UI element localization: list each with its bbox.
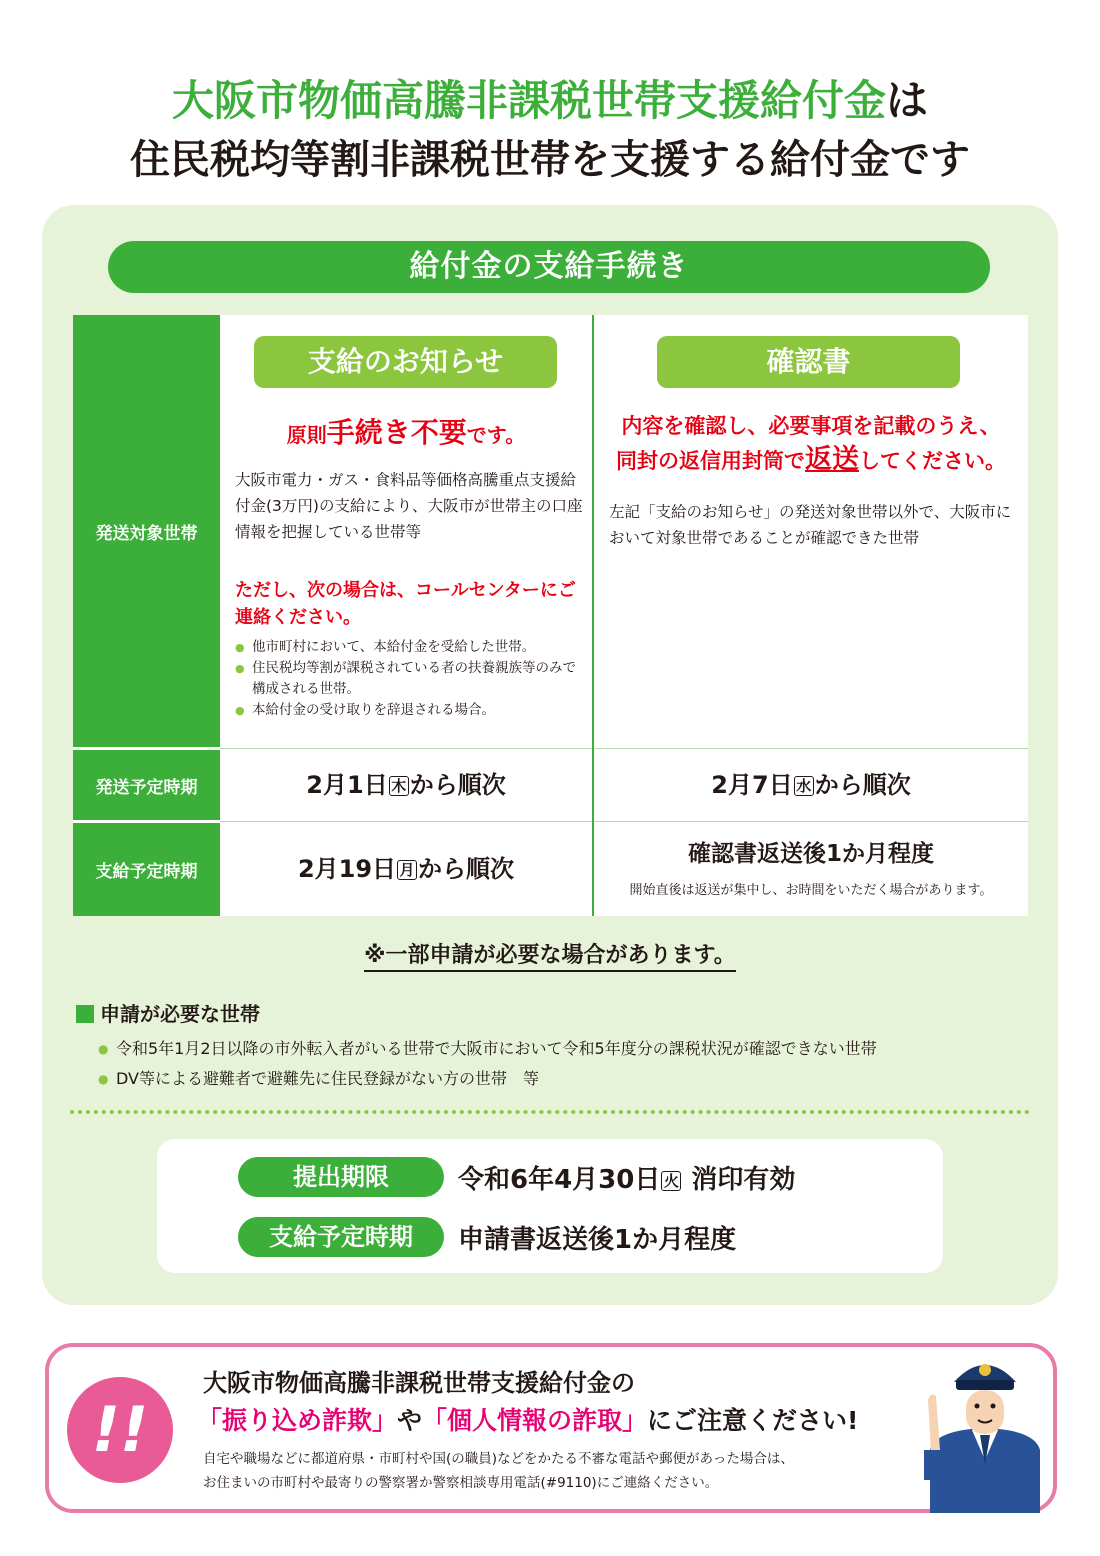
payment-period-value: 申請書返送後1か月程度 (458, 1225, 737, 1255)
notice-payment-date (220, 823, 592, 916)
confirmation-lead-line1: 内容を確認し、必要事項を記載のうえ、 (621, 414, 1001, 438)
confirmation-lead-pre: 同封の返信用封筒で (616, 449, 805, 473)
application-title-text: 申請が必要な世帯 (100, 1002, 260, 1026)
date-text: 令和6年4月30日 (458, 1165, 661, 1195)
list-item: ● 他市町村において、本給付金を受給した世帯。 (235, 637, 585, 658)
title-program-name: 大阪市物価高騰非課税世帯支援給付金 (171, 76, 886, 125)
alert-body-line1: 自宅や職場などに都道府県・市町村や国(の職員)などをかたる不審な電話や郵便があった場合は、 (203, 1451, 794, 1467)
notice-lead-emphasis: 手続き不要 (326, 416, 467, 449)
list-item: ● 住民税均等割が課税されている者の扶養親族等のみで構成される世帯。 (235, 658, 585, 700)
procedure-table (73, 315, 1028, 916)
alert-joiner: や (397, 1406, 423, 1435)
list-item: ● DV等による避難者で避難先に住民登録がない方の世帯 等 (98, 1064, 877, 1094)
row-divider (220, 821, 1028, 822)
row-divider (220, 748, 1028, 749)
police-officer-illustration (910, 1330, 1060, 1513)
notice-exceptions (235, 637, 585, 721)
notice-label: 支給のお知らせ (254, 336, 557, 388)
column-divider (592, 315, 594, 916)
alert-term-1: 「振り込め詐欺」 (197, 1406, 398, 1435)
date-text: 2月19日 (297, 855, 397, 883)
title-suffix: は (886, 76, 929, 125)
list-item: ● 令和5年1月2日以降の市外転入者がいる世帯で大阪市において令和5年度分の課税状況が確認できない世帯 (98, 1034, 877, 1064)
confirmation-label: 確認書 (657, 336, 960, 388)
notice-lead-suffix: です。 (466, 423, 526, 447)
date-text: 2月7日 (711, 771, 793, 799)
notice-lead-prefix: 原則 (286, 423, 327, 447)
alert-heading: 大阪市物価高騰非課税世帯支援給付金の (203, 1369, 635, 1397)
notice-body: 大阪市電力・ガス・食料品等価格高騰重点支援給付金(3万円)の支給により、大阪市が世帯主の口座情報を把握している世帯等 (235, 471, 583, 541)
confirmation-lead (594, 409, 1028, 478)
payment-period-label: 支給予定時期 (238, 1217, 444, 1257)
alert-term-2: 「個人情報の詐取」 (422, 1406, 648, 1435)
application-note (0, 938, 1100, 969)
confirmation-payment-date: 確認書返送後1か月程度 (687, 841, 934, 867)
procedure-banner: 給付金の支給手続き (108, 241, 990, 293)
deadline-box (157, 1139, 943, 1273)
row-header-payment: 支給予定時期 (73, 823, 220, 916)
date-suffix: 消印有効 (682, 1165, 796, 1195)
date-text: 2月1日 (306, 771, 388, 799)
application-title (76, 998, 260, 1027)
dotted-divider (70, 1110, 1030, 1114)
date-suffix: から順次 (409, 771, 506, 799)
page-title-line1 (0, 74, 1100, 128)
deadline-value (458, 1159, 795, 1196)
confirmation-shipping-date (594, 750, 1028, 820)
weekday-badge: 水 (794, 776, 814, 796)
notice-warning: ただし、次の場合は、コールセンターにご連絡ください。 (235, 580, 576, 628)
row-header-target: 発送対象世帯 (73, 315, 220, 747)
deadline-label: 提出期限 (238, 1157, 444, 1197)
square-bullet-icon (76, 1005, 94, 1023)
confirmation-body: 左記「支給のお知らせ」の発送対象世帯以外で、大阪市において対象世帯であることが確認できた世帯 (609, 503, 1012, 547)
row-header-shipping: 発送予定時期 (73, 750, 220, 820)
confirmation-lead-line2 (594, 443, 1028, 478)
alert-body (203, 1447, 903, 1495)
confirmation-payment-note: 開始直後は返送が集中し、お時間をいただく場合があります。 (629, 883, 993, 898)
alert-warning (197, 1401, 858, 1437)
date-suffix: から順次 (418, 855, 515, 883)
date-suffix: から順次 (814, 771, 911, 799)
warning-icon: !! (67, 1377, 173, 1483)
weekday-badge: 月 (397, 860, 417, 880)
notice-shipping-date (220, 750, 592, 820)
confirmation-lead-post: してください。 (859, 449, 1006, 473)
alert-body-line2: お住まいの市町村や最寄りの警察署か警察相談専用電話(#9110)にご連絡ください。 (203, 1475, 719, 1491)
page-title-line2: 住民税均等割非課税世帯を支援する給付金です (130, 137, 970, 183)
notice-lead (220, 411, 592, 451)
weekday-badge: 火 (661, 1171, 681, 1191)
confirmation-lead-emphasis: 返送 (805, 444, 859, 475)
application-list (98, 1034, 877, 1094)
weekday-badge: 木 (389, 776, 409, 796)
alert-suffix: にご注意ください! (647, 1406, 859, 1435)
application-note-text: ※一部申請が必要な場合があります。 (364, 943, 736, 972)
list-item: ● 本給付金の受け取りを辞退される場合。 (235, 700, 585, 721)
fraud-alert (45, 1343, 1057, 1513)
